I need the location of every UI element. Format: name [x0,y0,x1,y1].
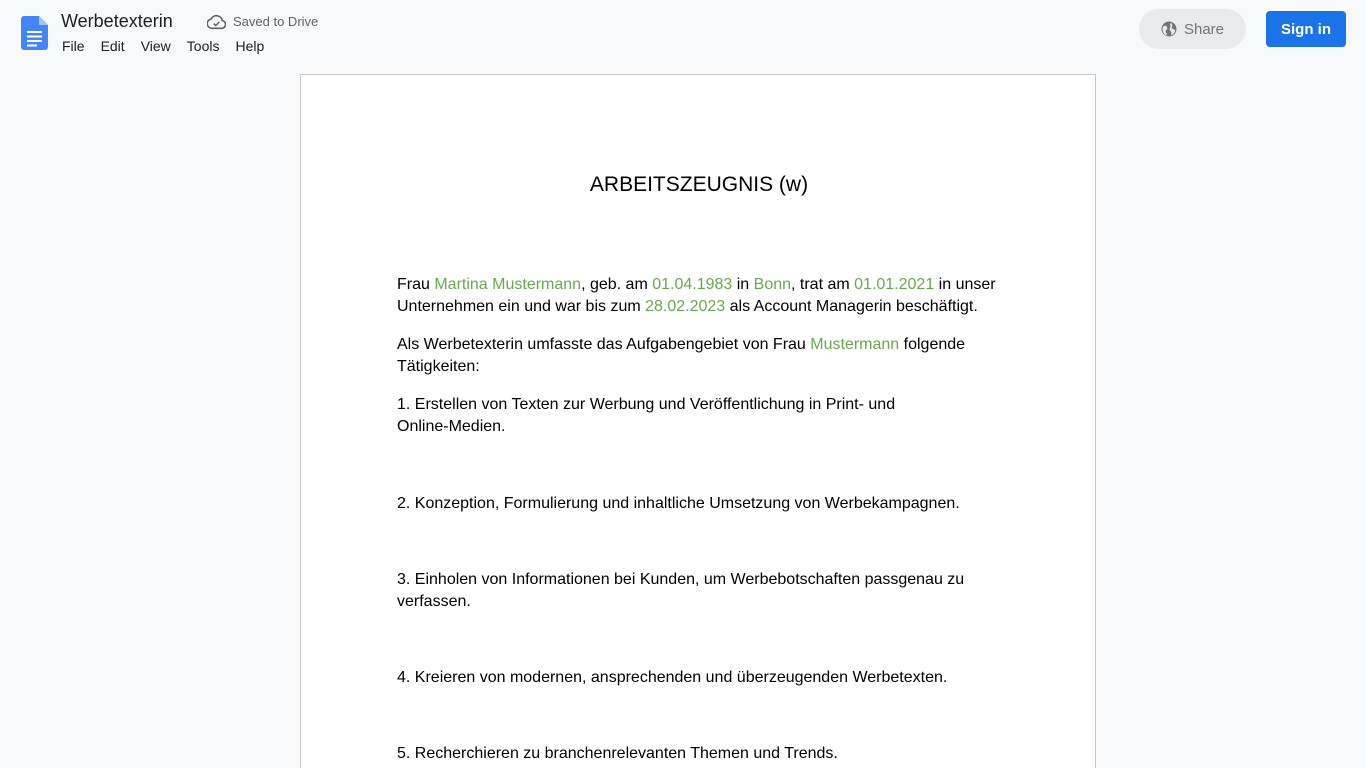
employee-surname: Mustermann [810,336,900,353]
intro-text: in [732,276,754,293]
menu-view[interactable]: View [140,38,171,54]
duties-intro-text: Als Werbetexterin umfasste das Aufgabengebiet von Frau [397,336,811,353]
intro-text: in unser Unternehmen ein und war bis zum [397,276,996,315]
share-label: Share [1183,20,1225,38]
document-title[interactable]: Werbetexterin [61,11,173,31]
menu-help[interactable]: Help [235,38,265,54]
menu-bar [54,36,272,56]
cloud-done-icon [207,14,226,30]
menu-edit[interactable]: Edit [100,38,125,54]
save-status-label: Saved to Drive [233,14,319,29]
duty-item-2: 2. Konzeption, Formulierung und inhaltliche Umsetzung von Werbekampagnen. [397,495,960,512]
intro-text: , trat am [791,276,855,293]
intro-paragraph [397,274,1007,318]
duty-item-1: 1. Erstellen von Texten zur Werbung und Veröffentlichung in Print- und Online-Medien. [397,396,896,435]
document-page[interactable] [300,74,1096,768]
app-header [0,0,1366,64]
duties-intro-text: folgende Tätigkeiten: [397,336,966,375]
docs-logo-icon[interactable] [21,16,48,50]
menu-tools[interactable]: Tools [186,38,220,54]
menu-file[interactable]: File [62,38,85,54]
intro-text: als Account Managerin beschäftigt. [725,298,978,315]
share-button[interactable] [1139,9,1246,49]
intro-text: Frau [397,276,435,293]
birth-place: Bonn [753,276,792,293]
end-date: 28.02.2023 [645,298,726,315]
duties-intro-paragraph [397,334,1007,378]
employee-name: Martina Mustermann [434,276,582,293]
document-heading: ARBEITSZEUGNIS (w) [589,173,809,196]
globe-icon [1161,21,1177,37]
sign-in-button[interactable]: Sign in [1266,11,1346,47]
duty-item-4: 4. Kreieren von modernen, ansprechenden und überzeugenden Werbetexten. [397,669,948,686]
birth-date: 01.04.1983 [652,276,733,293]
duty-item-5: 5. Recherchieren zu branchenrelevanten Themen und Trends. [397,745,838,762]
start-date: 01.01.2021 [854,276,935,293]
save-status[interactable] [207,14,318,30]
intro-text: , geb. am [581,276,653,293]
duty-item-3: 3. Einholen von Informationen bei Kunden, um Werbebotschaften passgenau zu verfassen. [397,571,965,610]
